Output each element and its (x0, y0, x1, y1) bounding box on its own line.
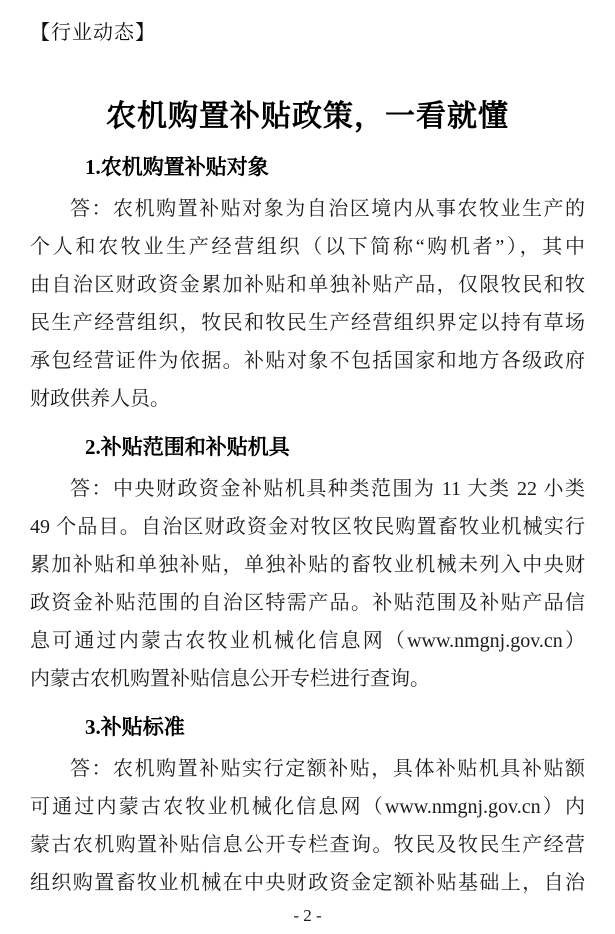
column-header-label: 【行业动态】 (30, 22, 156, 44)
document-title: 农机购置补贴政策，一看就懂 (106, 100, 509, 133)
text-line: 民生产经营组织，牧民和牧民生产经营组织界定以持有草场 (30, 312, 585, 334)
text-line: 答：中央财政资金补贴机具种类范围为 11 大类 22 小类 (70, 478, 585, 500)
text-line: 蒙古农机购置补贴信息公开专栏查询。牧民及牧民生产经营 (30, 834, 585, 856)
text-line: 财政供养人员。 (30, 388, 170, 410)
document-body (30, 152, 585, 902)
text-line: 承包经营证件为依据。补贴对象不包括国家和地方各级政府 (30, 350, 585, 372)
text-line: 政资金补贴范围的自治区特需产品。补贴范围及补贴产品信 (30, 592, 585, 614)
section-heading: 3.补贴标准 (85, 715, 185, 739)
page-number: - 2 - (293, 906, 322, 925)
text-line: 答：农机购置补贴对象为自治区境内从事农牧业生产的 (70, 198, 585, 220)
paragraph (30, 750, 585, 902)
text-line: 内蒙古农机购置补贴信息公开专栏进行查询。 (30, 668, 430, 690)
text-line: 可通过内蒙古农牧业机械化信息网（www.nmgnj.gov.cn）内 (30, 796, 585, 818)
paragraph (30, 470, 585, 698)
section-heading: 2.补贴范围和补贴机具 (85, 435, 290, 459)
text-line: 个人和农牧业生产经营组织（以下简称“购机者”），其中 (30, 236, 585, 258)
text-line: 息可通过内蒙古农牧业机械化信息网（www.nmgnj.gov.cn） (30, 630, 585, 652)
text-line: 由自治区财政资金累加补贴和单独补贴产品，仅限牧民和牧 (30, 274, 585, 296)
text-line: 组织购置畜牧业机械在中央财政资金定额补贴基础上，自治 (30, 872, 585, 894)
section-heading: 1.农机购置补贴对象 (85, 155, 269, 179)
text-line: 49 个品目。自治区财政资金对牧区牧民购置畜牧业机械实行 (30, 516, 585, 538)
paragraph (30, 190, 585, 418)
text-line: 答：农机购置补贴实行定额补贴，具体补贴机具补贴额 (70, 758, 585, 780)
text-line: 累加补贴和单独补贴，单独补贴的畜牧业机械未列入中央财 (30, 554, 585, 576)
